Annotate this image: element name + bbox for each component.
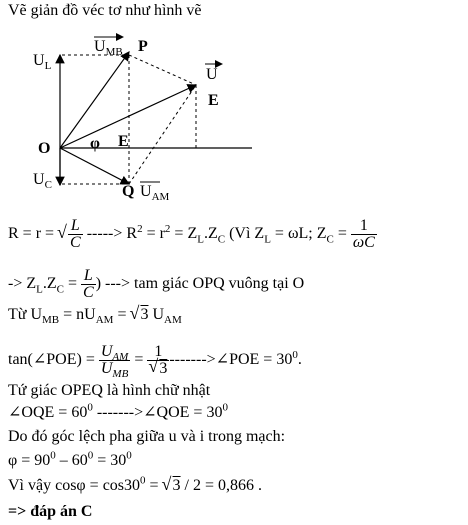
label-uc: $U_C$ [33,171,52,192]
answer-text: => đáp án C [8,503,93,520]
equation-1: R = r = √ $\frac{L}{C}$ -----> $R^2 = r^2 = Z_L.Z_C$ (Vì $Z_L = \omega L$; $Z_C$ = $\frac{1}{\omega C}$ [8,218,377,251]
intro-text: Vẽ giản đồ véc tơ như hình vẽ [8,2,202,19]
dash-q-u [129,85,196,184]
label-ul: $U_L$ [33,52,52,73]
label-phi: φ [90,135,100,152]
label-u: U [206,66,218,83]
equation-3: Từ $U_{MB} = nU_{AM}$ = √ 3 $U_{AM}$ [8,306,182,324]
label-umb: $U_{MB}$ [94,38,123,59]
equation-4: tan(∠POE) = $\frac{U_{AM}}{U_{MB}}$ = 1 √ 3 ------->∠POE = $30^0$. [8,344,302,377]
line-7: Do đó góc lệch pha giữa u và i trong mạch: [8,428,286,445]
label-q: Q [122,183,135,200]
label-e-mid: E [118,133,129,150]
label-uam: $U_{AM}$ [140,183,170,204]
line-9: Vì vậy $\cos\varphi = \cos 30^0$ = √ 3 / 2 = 0,866 . [8,477,262,495]
label-e-right: E [208,92,219,109]
line-6: ∠OQE = $60^0$ ------->∠QOE = $30^0$ [8,401,228,421]
equation-2: -> $Z_L.Z_C$ = $\frac{L}{C}$ ) ---> tam giác OPQ vuông tại O [8,267,305,301]
label-o: O [38,140,51,157]
label-p: P [138,38,148,55]
line-8: $\varphi = 90^0 - 60^0 = 30^0$ [8,449,132,469]
line-5: Tứ giác OPEQ là hình chữ nhật [8,382,211,399]
vector-diagram [0,0,468,204]
dash-p-u [129,55,196,85]
uam-vector [60,148,129,184]
